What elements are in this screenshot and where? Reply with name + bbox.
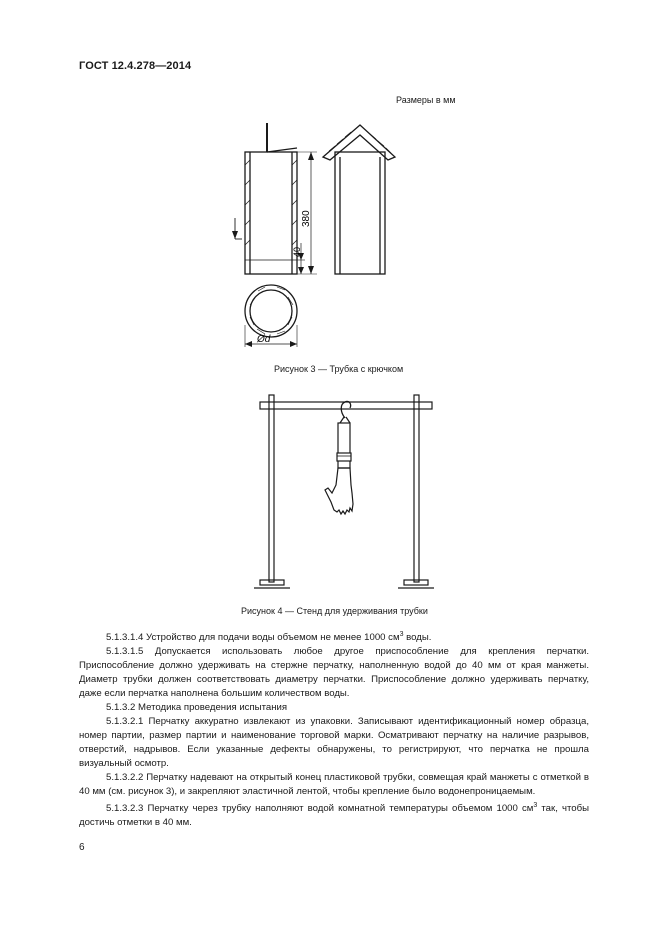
paragraph-5-1-3-1-5: 5.1.3.1.5 Допускается использовать любое другое приспособление для крепления перчатки. Приспособление должно удерживать на стержне перчатку, наполненную водой до 40 мм от края манжеты. Диаметр трубки должен соответствовать диаметру перчатки. Приспособление должно удерживать перчатку, даже если перчатка наполнена большим количеством воды. — [79, 646, 589, 700]
units-note: Размеры в мм — [396, 95, 456, 105]
dim-40-label: 40 — [292, 246, 302, 257]
tube-section-outer — [245, 285, 297, 337]
figure-3-caption: Рисунок 3 — Трубка с крючком — [274, 364, 404, 374]
paragraph-5-1-3-2-3: 5.1.3.2.3 Перчатку через трубку наполняют водой комнатной температуры объемом 1000 $см^3$ так, чтобы достичь отметки в 40 мм. — [79, 802, 590, 829]
figure-4-stand-drawing — [252, 390, 437, 595]
paragraph-5-1-3-1-4: 5.1.3.1.4 Устройство для подачи воды объемом не менее 1000 $см^3$ воды. — [106, 631, 432, 644]
figure-4-caption: Рисунок 4 — Стенд для удерживания трубки — [241, 606, 428, 616]
body-text — [79, 628, 589, 830]
stand-hook — [341, 401, 350, 418]
tube-section-inner — [250, 290, 292, 332]
tube-body-left — [245, 152, 297, 274]
paragraph-5-1-3-2-1: 5.1.3.2.1 Перчатку аккуратно извлекают из упаковки. Записывают идентификационный номер образца, номер партии, размер партии и наименование торговой марки. Осматривают перчатку на наличие разрывов, отверстий, надрывов. Если указанные дефекты обнаружены, то регистрируют, что перчатка не прошла визуальный осмотр. — [79, 716, 589, 770]
page-number: 6 — [79, 842, 85, 853]
stand-crossbar — [260, 402, 432, 409]
stand-post-right — [414, 395, 419, 582]
stand-glove — [325, 468, 353, 514]
stand-post-left — [269, 395, 274, 582]
stand-band — [337, 453, 351, 461]
dim-380-label: 380 — [301, 210, 312, 227]
paragraph-5-1-3-2-2: 5.1.3.2.2 Перчатку надевают на открытый конец пластиковой трубки, совмещая край манжеты с отметкой в 40 мм (см. рисунок 3), и закрепляют эластичной лентой, чтобы крепление было водонепроницаемым. — [79, 772, 589, 798]
figure-3-tube-drawing — [225, 115, 400, 355]
dim-diameter-label: Ød — [257, 334, 271, 345]
hook-cap — [323, 125, 395, 160]
document-header: ГОСТ 12.4.278—2014 — [79, 60, 192, 72]
paragraph-5-1-3-2-heading: 5.1.3.2 Методика проведения испытания — [106, 702, 288, 714]
tube-body-right — [335, 152, 385, 274]
